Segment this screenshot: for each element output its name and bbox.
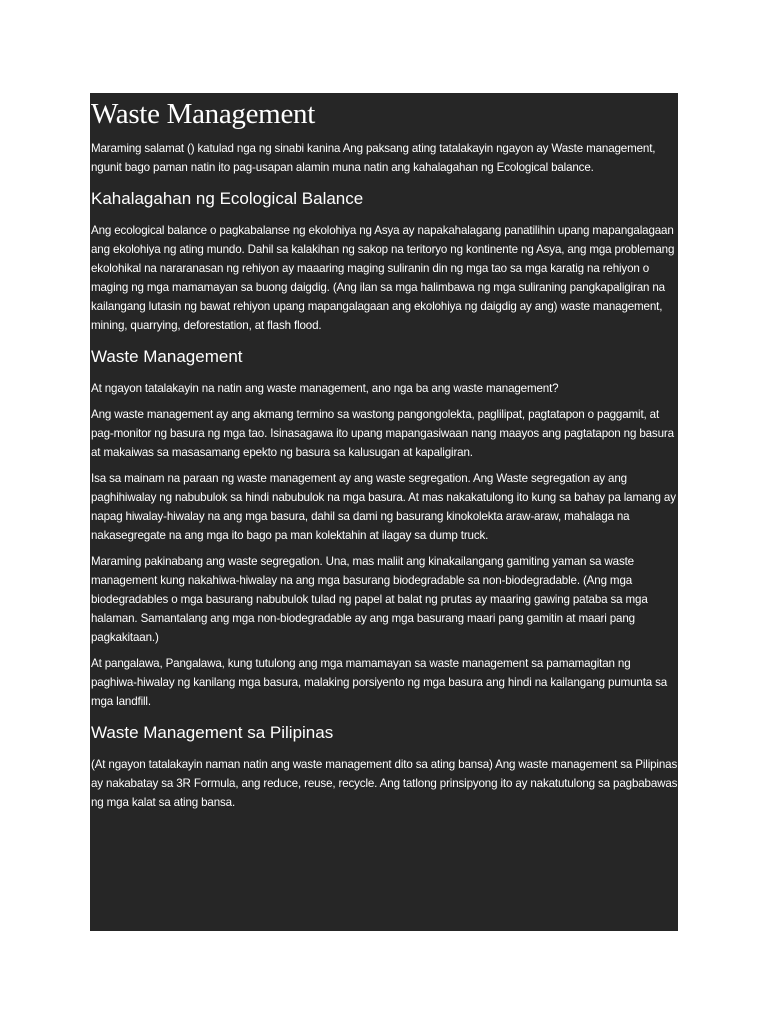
section-waste-management-pilipinas (91, 723, 678, 812)
section-heading: Waste Management (91, 347, 243, 366)
section-ecological-balance (91, 189, 678, 335)
paragraph: Ang ecological balance o pagkabalanse ng ekolohiya ng Asya ay napakahalagang panatilihin upang mapangalagaan ang ekolohiya ng ating mundo. Dahil sa kalakihan ng sakop na teritoryo ng kontinente ng Asya, ang mga problemang ekolohikal na nararanasan ng rehiyon ay maaaring maging suliranin din ng mga tao sa mga karatig na rehiyon o maging ng mga mamamayan sa buong daigdig. (Ang ilan sa mga halimbawa ng mga suliraning pangkapaligiran na kailangang lutasin ng bawat rehiyon upang mapangalagaan ang ekolohiya ng daigdig ay ang) waste management, mining, quarrying, deforestation, at flash flood. (91, 224, 675, 332)
section-heading: Kahalagahan ng Ecological Balance (91, 189, 364, 208)
paragraph: At pangalawa, Pangalawa, kung tutulong ang mga mamamayan sa waste management sa pamamagitan ng paghiwa-hiwalay ng kanilang mga basura, malaking porsiyento ng mga basura ang hindi na kailangang pumunta sa mga landfill. (91, 657, 668, 708)
paragraph: Isa sa mainam na paraan ng waste management ay ang waste segregation. Ang Waste segregation ay ang paghihiwalay ng nabubulok sa hindi nabubulok na mga basura. At mas nakakatulong ito kung sa bahay pa lamang ay napag hiwalay-hiwalay na ang mga basura, dahil sa dami ng basurang kinokolekta araw-araw, mahalaga na nakasegregate na ang mga ito bago pa man kolektahin at ilagay sa dump truck. (91, 472, 676, 542)
intro-paragraph: Maraming salamat () katulad nga ng sinabi kanina Ang paksang ating tatalakayin ngayon ay Waste management, ngunit bago paman natin ito pag-usapan alamin muna natin ang kahalagahan ng Ecological balance. (91, 142, 656, 174)
paragraph: At ngayon tatalakayin na natin ang waste management, ano nga ba ang waste management? (91, 382, 559, 395)
paragraph: Ang waste management ay ang akmang termino sa wastong pangongolekta, paglilipat, pagtatapon o paggamit, at pag-monitor ng basura ng mga tao. Isinasagawa ito upang mapangasiwaan nang maayos ang pagtatapon ng basura at makaiwas sa masasamang epekto ng basura sa kalusugan at kapaligiran. (91, 408, 674, 459)
section-waste-management (91, 347, 678, 711)
page-title: Waste Management (91, 98, 315, 130)
document-page (90, 93, 678, 931)
paragraph: Maraming pakinabang ang waste segregation. Una, mas maliit ang kinakailangang gamiting yaman sa waste management kung nakahiwa-hiwalay na ang mga basurang biodegradable sa non-biodegradable. (Ang mga biodegradables o mga basurang nabubulok tulad ng papel at balat ng prutas ay maaring gawing pataba sa mga halaman. Samantalang ang mga non-biodegradable ay ang mga basurang maari pang gamitin at maari pang pagkakitaan.) (91, 555, 648, 644)
section-heading: Waste Management sa Pilipinas (91, 723, 334, 742)
paragraph: (At ngayon tatalakayin naman natin ang waste management dito sa ating bansa) Ang waste management sa Pilipinas ay nakabatay sa 3R Formula, ang reduce, reuse, recycle. Ang tatlong prinsipyong ito ay nakatutulong sa pagbabawas ng mga kalat sa ating bansa. (91, 758, 678, 809)
